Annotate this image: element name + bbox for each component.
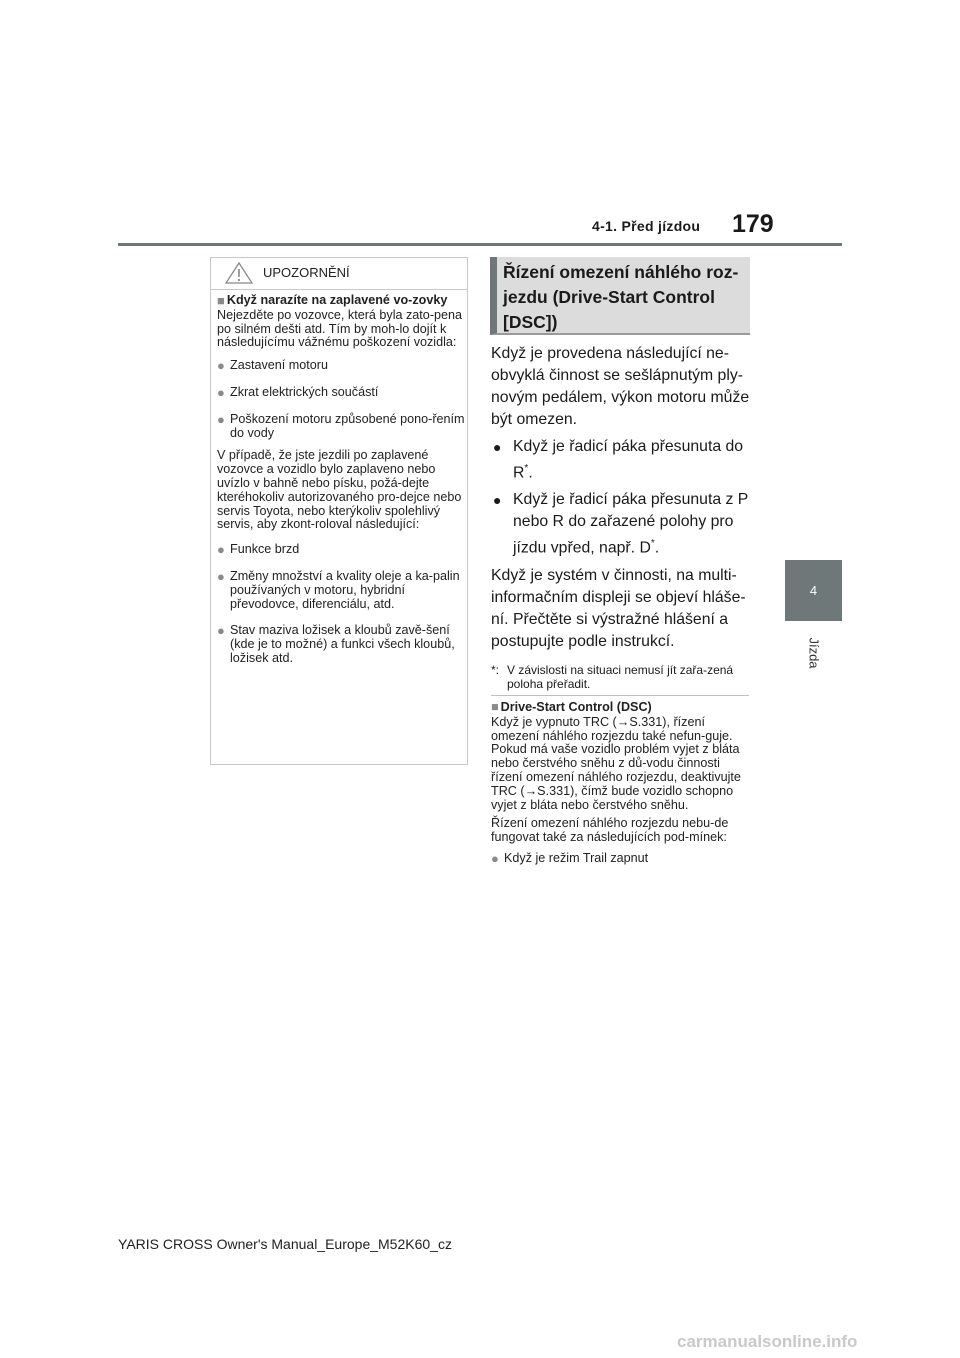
warning-subheading-text: Když narazíte na zaplavené vo-zovky bbox=[226, 293, 448, 307]
notes-subheading bbox=[491, 701, 753, 715]
list-item: ● Zkrat elektrických součástí bbox=[217, 384, 379, 400]
divider bbox=[491, 695, 749, 696]
list-item: ● Poškození motoru způsobené pono-řením do vody bbox=[217, 411, 465, 440]
bullet-icon: ● bbox=[217, 358, 225, 374]
warning-box bbox=[210, 257, 468, 765]
bullet-icon: ● bbox=[493, 492, 502, 509]
main-outro: Když je systém v činnosti, na multi-informačním displeji se objeví hláše-ní. Přečtěte si výstražné hlášení a postupujte podle instrukcí. bbox=[491, 566, 746, 650]
bullet-icon: ● bbox=[217, 542, 225, 558]
warning-content bbox=[217, 294, 465, 679]
bullet-icon: ● bbox=[217, 623, 225, 639]
bullet-icon: ● bbox=[217, 411, 225, 427]
list-item: ● Když je řadicí páka přesunuta do R*. bbox=[491, 436, 753, 484]
section-heading-text: Řízení omezení náhlého roz-jezdu (Drive-Start Control [DSC]) bbox=[503, 262, 739, 332]
warning-intro: Nejezděte po vozovce, která byla zato-pena po silném dešti atd. Tím by moh-lo dojít k následujícímu vážnému poškození vozidla: bbox=[217, 307, 463, 350]
chapter-tab bbox=[785, 560, 842, 621]
list-item: ● Stav maziva ložisek a kloubů zavě-šení (kde je to možné) a funkci všech kloubů, ložisek atd. bbox=[217, 623, 455, 665]
section-heading bbox=[490, 257, 750, 335]
chapter-number: 4 bbox=[809, 583, 818, 598]
list-item: ● Změny množství a kvality oleje a ka-palin používaných v motoru, hybridní převodovce, diferenciálu, atd. bbox=[217, 568, 460, 611]
footnote bbox=[491, 663, 753, 691]
footer-text: YARIS CROSS Owner's Manual_Europe_M52K60_cz bbox=[118, 1236, 452, 1252]
page-number: 179 bbox=[732, 210, 774, 238]
warning-title: UPOZORNĚNÍ bbox=[263, 265, 350, 280]
square-marker-icon: ■ bbox=[491, 700, 499, 714]
footnote-mark: *: bbox=[491, 662, 500, 677]
bullet-icon: ● bbox=[493, 439, 502, 455]
list-item: ● Zastavení motoru bbox=[217, 358, 328, 374]
watermark: carmanualsonline.info bbox=[677, 1332, 858, 1351]
list-item: ● Když je režim Trail zapnut bbox=[491, 850, 649, 866]
notes-paragraph: Řízení omezení náhlého rozjezdu nebu-de fungovat také za následujících pod-mínek: bbox=[491, 816, 729, 845]
warning-mid-paragraph: V případě, že jste jezdili po zaplavené vozovce a vozidlo bylo zaplaveno nebo uvízlo v bahně nebo písku, požá-dejte kteréhokoliv autorizovaného pro-dejce nebo servis Toyota, nebo kterýkoliv spolehlivý servis, aby zkont-roloval následující: bbox=[217, 448, 462, 532]
list-item: ● Když je řadicí páka přesunuta z P nebo R do zařazené polohy pro jízdu vpřed, např. D*. bbox=[491, 489, 753, 559]
warning-header bbox=[211, 258, 467, 290]
bullet-icon: ● bbox=[217, 384, 225, 400]
warning-subheading bbox=[217, 294, 465, 308]
chapter-label bbox=[784, 628, 844, 678]
footer bbox=[0, 1236, 960, 1252]
main-intro: Když je provedena následující ne-obvyklá činnost se sešlápnutým ply-novým pedálem, výkon motoru může být omezen. bbox=[491, 345, 750, 428]
section-title: 4-1. Před jízdou bbox=[592, 218, 701, 234]
notes-section bbox=[491, 701, 753, 879]
warning-triangle-icon bbox=[225, 262, 253, 284]
chapter-label-text: Jízda bbox=[806, 637, 822, 669]
main-body bbox=[491, 343, 753, 691]
list-item: ● Funkce brzd bbox=[217, 542, 300, 558]
header-rule bbox=[118, 243, 842, 246]
footnote-text: V závislosti na situaci nemusí jít zařa-zená poloha přeřadit. bbox=[507, 662, 734, 691]
square-marker-icon: ■ bbox=[217, 293, 225, 308]
notes-paragraph: Když je vypnuto TRC (→S.331), řízení omezení náhlého rozjezdu také nefun-guje. Pokud má vaše vozidlo problém vyjet z bláta nebo čerstvého sněhu z dů-vodu činnosti řízení omezení náhlého rozjezdu, deaktivujte TRC (→S.331), čímž bude vozidlo schopno vyjet z bláta nebo čerstvého sněhu. bbox=[491, 714, 741, 812]
bullet-icon: ● bbox=[217, 568, 225, 584]
notes-subheading-text: Drive-Start Control (DSC) bbox=[500, 700, 652, 714]
bullet-icon: ● bbox=[491, 850, 499, 866]
